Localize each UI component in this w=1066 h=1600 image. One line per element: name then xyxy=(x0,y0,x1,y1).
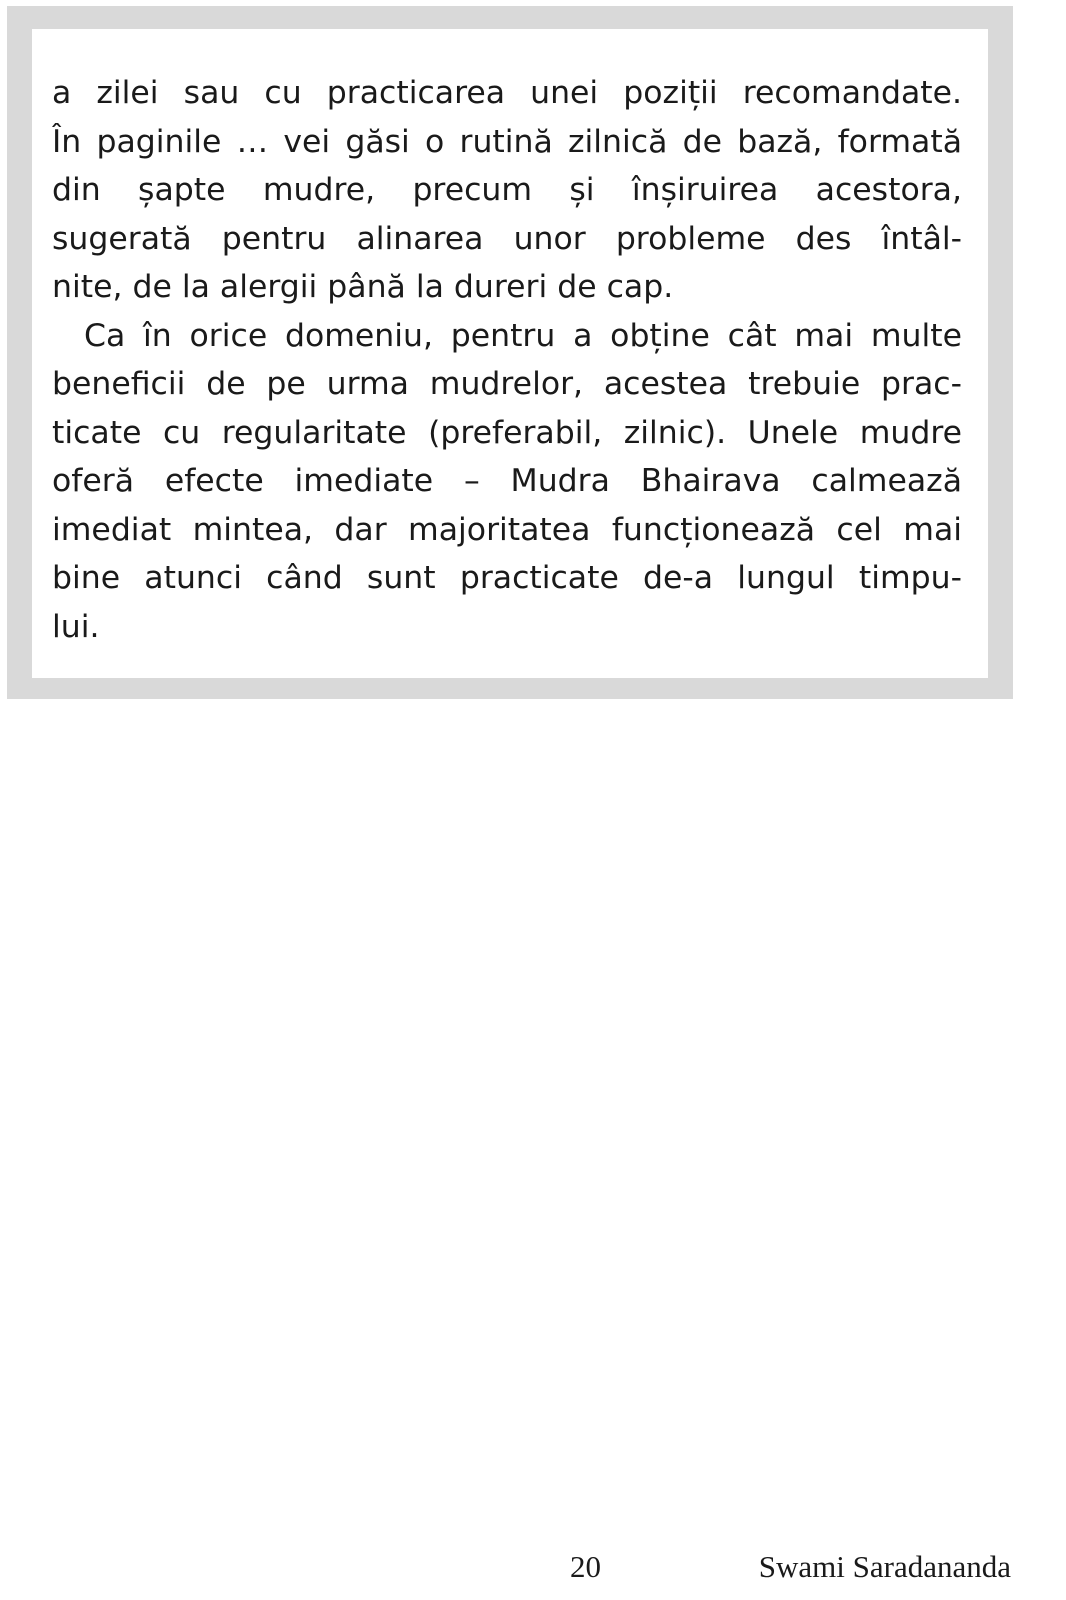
running-footer-author: Swami Saradananda xyxy=(758,1549,1011,1584)
page-number: 20 xyxy=(570,1549,601,1584)
sidebar-line: din șapte mudre, precum și înșiruirea acestora, xyxy=(52,172,962,208)
sidebar-line: oferă efecte imediate – Mudra Bhairava calmează xyxy=(52,463,962,499)
sidebar-line: Ca în orice domeniu, pentru a obține cât mai multe xyxy=(84,317,962,354)
sidebar-line: ticate cu regularitate (preferabil, zilnic). Unele mudre xyxy=(52,414,962,451)
sidebar-line: beneficii de pe urma mudrelor, acestea trebuie prac- xyxy=(52,366,962,402)
sidebar-line: În paginile … vei găsi o rutină zilnică de bază, formată xyxy=(52,123,962,160)
sidebar-text-box xyxy=(32,29,988,678)
sidebar-line: nite, de la alergii până la dureri de cap. xyxy=(52,269,674,305)
sidebar-line: bine atunci când sunt practicate de-a lungul timpu- xyxy=(52,560,962,596)
sidebar-box-frame xyxy=(7,6,1013,699)
sidebar-line: sugerată pentru alinarea unor probleme des întâl- xyxy=(52,220,962,257)
sidebar-line: lui. xyxy=(52,608,100,645)
sidebar-line: a zilei sau cu practicarea unei poziții recomandate. xyxy=(52,75,962,111)
sidebar-line: imediat mintea, dar majoritatea funcționează cel mai xyxy=(52,511,962,548)
